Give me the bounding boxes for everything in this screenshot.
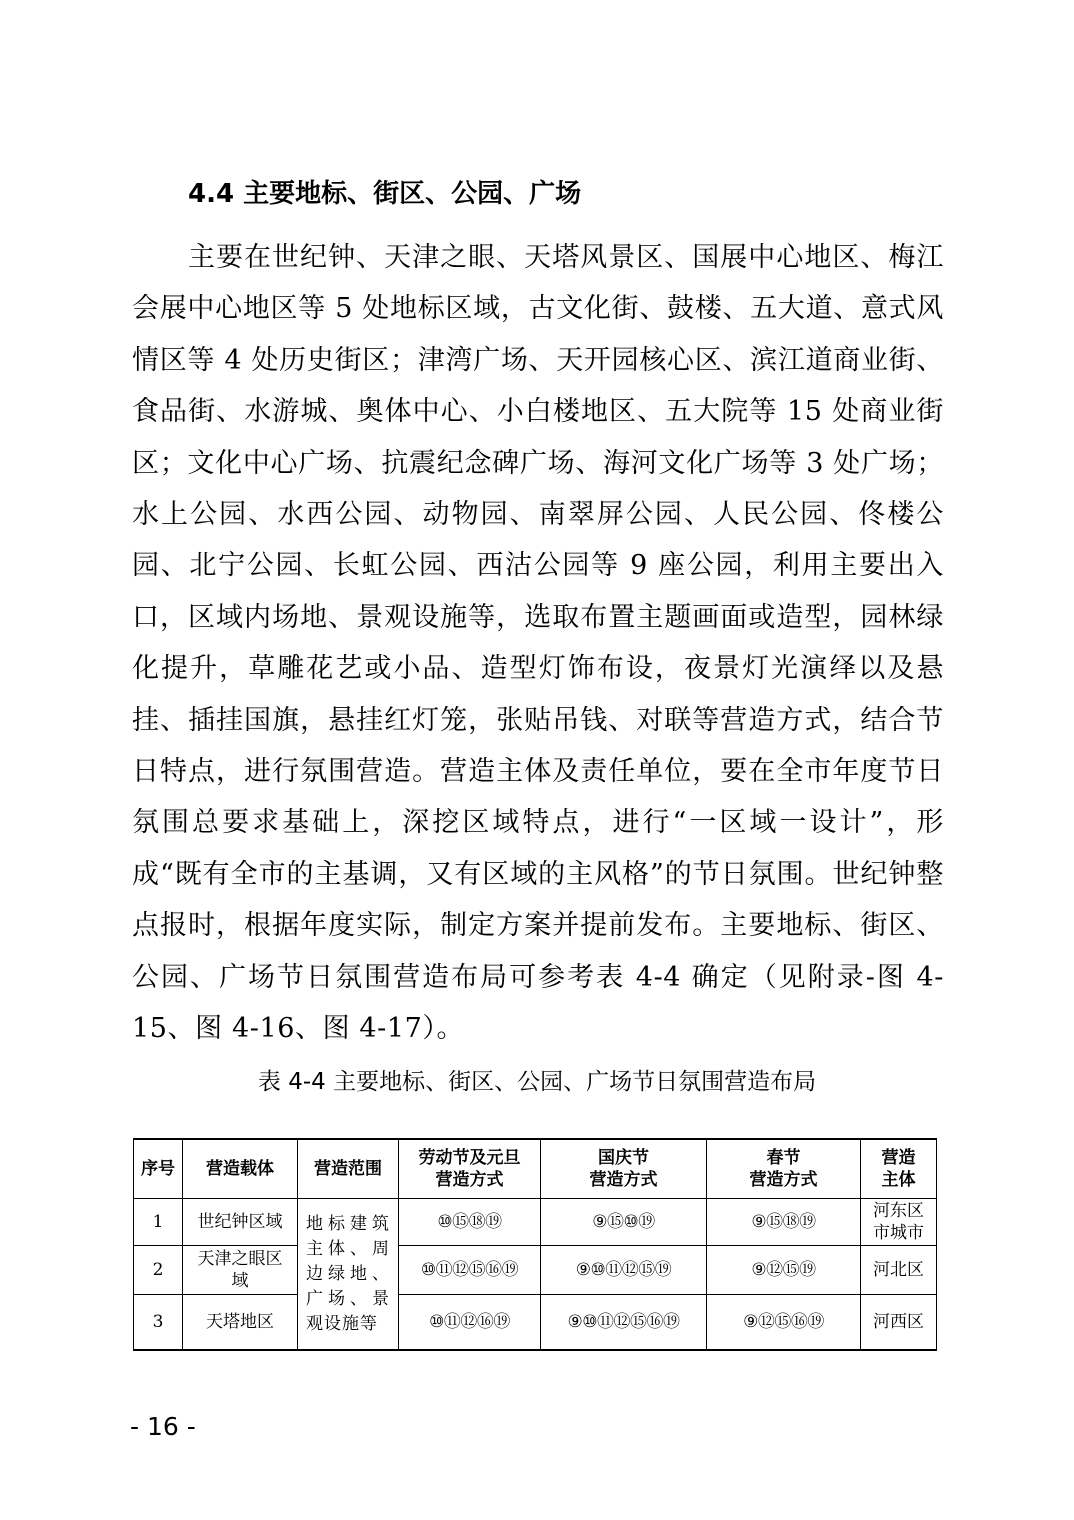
table-row: [134, 1295, 937, 1351]
row-number: 2: [134, 1246, 183, 1295]
header-cell: 营造 主体: [861, 1139, 937, 1199]
spring-festival-methods: ⑨⑫⑮⑯⑲: [707, 1295, 861, 1351]
owner-cell: 河东区 市城市: [861, 1199, 937, 1246]
spring-festival-methods: ⑨⑮⑱⑲: [707, 1199, 861, 1246]
carrier-cell: 天塔地区: [183, 1295, 298, 1351]
national-day-methods: ⑨⑩⑪⑫⑮⑯⑲: [541, 1295, 707, 1351]
header-cell: 序号: [134, 1139, 183, 1199]
national-day-methods: ⑨⑮⑩⑲: [541, 1199, 707, 1246]
header-cell: 营造范围: [298, 1139, 399, 1199]
table-caption: 表 4-4 主要地标、街区、公园、广场节日氛围营造布局: [257, 1069, 817, 1095]
header-cell: 劳动节及元旦 营造方式: [399, 1139, 541, 1199]
labor-newyear-methods: ⑩⑪⑫⑯⑲: [399, 1295, 541, 1351]
national-day-methods: ⑨⑩⑪⑫⑮⑲: [541, 1246, 707, 1295]
owner-cell: 河西区: [861, 1295, 937, 1351]
page-number: - 16 -: [130, 1412, 196, 1441]
header-cell: 国庆节 营造方式: [541, 1139, 707, 1199]
body-paragraph: 主要在世纪钟、天津之眼、天塔风景区、国展中心地区、梅江会展中心地区等 5 处地标区域，古文化街、鼓楼、五大道、意式风情区等 4 处历史街区；津湾广场、天开园核心区、滨江道商业街、食品街、水游城、奥体中心、小白楼地区、五大院等 15 处商业街区；文化中心广场、抗震纪念碑广场、海河文化广场等 3 处广场；水上公园、水西公园、动物园、南翠屏公园、人民公园、佟楼公园、北宁公园、长虹公园、西沽公园等 9 座公园，利用主要出入口，区域内场地、景观设施等，选取布置主题画面或造型，园林绿化提升，草雕花艺或小品、造型灯饰布设，夜景灯光演绎以及悬挂、插挂国旗，悬挂红灯笼，张贴吊钱、对联等营造方式，结合节日特点，进行氛围营造。营造主体及责任单位，要在全市年度节日氛围总要求基础上，深挖区域特点，进行“一区域一设计”，形成“既有全市的主基调，又有区域的主风格”的节日氛围。世纪钟整点报时，根据年度实际，制定方案并提前发布。主要地标、街区、公园、广场节日氛围营造布局可参考表 4-4 确定（见附录-图 4-15、图 4-16、图 4-17）。: [132, 242, 944, 1045]
table-row: [134, 1199, 937, 1246]
carrier-cell: 世纪钟区域: [183, 1199, 298, 1246]
section-heading: 4.4 主要地标、街区、公园、广场: [188, 179, 582, 209]
spring-festival-methods: ⑨⑫⑮⑲: [707, 1246, 861, 1295]
row-number: 3: [134, 1295, 183, 1351]
table-header-row: [134, 1139, 937, 1199]
scope-cell: 地标建筑主体、周边绿地、广场、景观设施等: [298, 1199, 399, 1351]
header-cell: 春节 营造方式: [707, 1139, 861, 1199]
row-number: 1: [134, 1199, 183, 1246]
labor-newyear-methods: ⑩⑮⑱⑲: [399, 1199, 541, 1246]
decoration-layout-table: [133, 1138, 937, 1351]
labor-newyear-methods: ⑩⑪⑫⑮⑯⑲: [399, 1246, 541, 1295]
owner-cell: 河北区: [861, 1246, 937, 1295]
table-row: [134, 1246, 937, 1295]
header-cell: 营造载体: [183, 1139, 298, 1199]
carrier-cell: 天津之眼区 域: [183, 1246, 298, 1295]
